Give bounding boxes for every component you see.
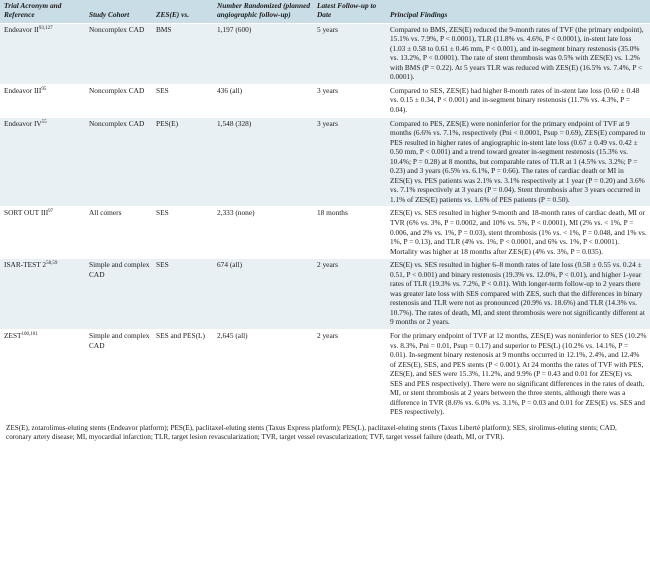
- randomized-cell: 1,548 (328): [217, 118, 252, 128]
- table-row: [0, 259, 650, 330]
- trial-reference: 95: [41, 86, 47, 92]
- header-followup: Latest Follow-up to Date: [317, 1, 377, 19]
- trial-acronym: Endeavor III: [4, 85, 42, 95]
- randomized-cell: 1,197 (600): [217, 24, 252, 34]
- table-header: [0, 0, 650, 23]
- table-row: [0, 117, 650, 207]
- randomized-cell: 436 (all): [217, 85, 243, 95]
- findings-cell: Compared to SES, ZES(E) had higher 8-month rates of in-stent late loss (0.60 ± 0.48 vs. 0.15 ± 0.34, P < 0.001) and in-segment binary restenosis (11.7% vs. 4.3%, P = 0.04).: [390, 85, 640, 114]
- findings-cell: ZES(E) vs. SES resulted in higher 9-month and 18-month rates of cardiac death, MI or TVR (6% vs. 3%, P = 0.0002, and 10% vs. 5%, P < 0.0001), MI (2% vs. < 1%, P = 0.006, and 2% vs. 1%, P = 0.03), stent thrombosis (1% vs. < 1%, P = 0.048, and 1% vs. 1%, P = 0.13), and TLR (4% vs. 1%, P < 0.0001, and 6% vs. 1%, P < 0.0001). Mortality was higher at 18 months after ZES(E) (4% vs. 3%, P = 0.035).: [390, 208, 647, 256]
- trial-cell: [0, 23, 86, 84]
- comparator-cell: BMS: [156, 24, 172, 34]
- trial-reference: 55: [41, 119, 47, 125]
- followup-cell: 18 months: [317, 208, 348, 218]
- table-row: [0, 84, 650, 117]
- trial-reference: 93,127: [38, 25, 53, 31]
- header-trial: Trial Acronym and Reference: [4, 1, 62, 19]
- cohort-cell: Noncomplex CAD: [89, 24, 145, 34]
- header-cohort: Study Cohort: [89, 9, 130, 19]
- comparator-cell: SES: [156, 208, 169, 218]
- trial-reference: 97: [48, 209, 54, 215]
- trial-acronym: ZEST: [4, 331, 22, 341]
- trial-acronym: Endeavor II: [4, 24, 39, 34]
- header-comparator: ZES(E) vs.: [156, 9, 190, 19]
- trial-cell: [0, 330, 86, 419]
- header-findings: Principal Findings: [390, 9, 448, 19]
- followup-cell: 3 years: [317, 118, 339, 128]
- header-randomized: Number Randomized (planned angiographic follow-up): [217, 1, 311, 19]
- header-row: [0, 0, 650, 23]
- trial-cell: [0, 207, 86, 259]
- trial-reference: 100,101: [21, 332, 38, 338]
- comparator-cell: SES and PES(L): [156, 331, 205, 341]
- findings-cell: For the primary endpoint of TVF at 12 months, ZES(E) was noninferior to SES (10.2% vs. 8.3%, Pni = 0.01, Psup = 0.17) and superior to PES(L) (10.2% vs. 14.1%, P = 0.01). In-segment binary restenosis at 9 months occurred in 12.1%, 2.4%, and 12.4% of ZES(E), SES, and PES stents (P < 0.001). At 24 months the rates of TVF with PES, ZES(E), and SES were 15.3%, 11.2%, and 9.9% (P = 0.43 and 0.01 for ZES(E) vs. SES and PES respectively). There were no significant differences in the rates of death, MI, or stent thrombosis at 2 years between the three stents, although there was a difference in TVR (8.6% vs. 6.0% vs. 3.1%, P = 0.03 and 0.01 for ZES(E) vs. SES and PES respectively).: [390, 331, 647, 417]
- findings-cell: ZES(E) vs. SES resulted in higher 6–8 month rates of late loss (0.58 ± 0.55 vs. 0.24 ± 0.51, P < 0.001) and binary restenosis (19.3% vs. 12.0%, P < 0.01), and higher 1-year rates of TLR (19.3% vs. 7.2%, P < 0.01). With longer-term follow-up to 2 years there was greater late loss with SES compared with ZES, such that the differences in binary restenosis and TLR were not as pronounced (20.9% vs. 18.6%) and TLR (14.3% vs. 10.7%). The rates of death, MI, and stent thrombosis were not significantly different at 9 months or 2 years.: [390, 260, 645, 327]
- trial-acronym: Endeavor IV: [4, 118, 42, 128]
- findings-cell: Compared to PES, ZES(E) were noninferior for the primary endpoint of TVF at 9 months (6.6% vs. 7.1%, respectively (Pni < 0.0001, Psup = 0.69), ZES(E) compared to PES resulted in higher rates of angiographic in-stent late loss (0.67 ± 0.49 vs. 0.42 ± 0.50 mm, P < 0.001) and a trend toward greater in-segment restenosis (15.3% vs. 10.4%; P = 0.28) at 8 months, but comparable rates of TLR at 1 (4.5% vs. 3.2%; P = 0.23) and 3 years (6.5% vs. 6.1%, P = 0.66). The rates of cardiac death or MI in ZES(E) vs. PES patients was 2.1% vs. 3.1% respectively at 1 year (P = 0.20) and 3.6% vs. 7.1% respectively at 3 years (P = 0.04). Stent thrombosis after 3 years occurred in 1.1% of ZES(E) patients vs. 1.6% of PES patients (P = 0.50).: [390, 118, 646, 204]
- trial-cell: [0, 117, 86, 207]
- trial-cell: [0, 259, 86, 330]
- randomized-cell: 674 (all): [217, 260, 243, 270]
- randomized-cell: 2,645 (all): [217, 331, 248, 341]
- cohort-cell: All comers: [89, 208, 122, 218]
- followup-cell: 2 years: [317, 331, 339, 341]
- comparator-cell: PES(E): [156, 118, 179, 128]
- comparator-cell: SES: [156, 85, 169, 95]
- cohort-cell: Noncomplex CAD: [89, 118, 145, 128]
- findings-cell: Compared to BMS, ZES(E) reduced the 9-month rates of TVF (the primary endpoint), 15.1% vs. 7.9%, P < 0.0001), TLR (11.8% vs. 4.6%, P < 0.0001), in-stent late loss (1.03 ± 0.58 to 0.61 ± 0.46 mm, P < 0.001), and in-segment binary restenosis (35.0% vs. 13.2%, P < 0.0001). The rate of stent thrombosis was 0.5% with ZES(E) vs. 1.2% with BMS (P = 0.22). At 5 years TLR was reduced with ZES(E) (16.5% vs. 7.4%, P < 0.0001).: [390, 24, 644, 82]
- table-row: [0, 23, 650, 84]
- table-footnote: ZES(E), zotarolimus-eluting stents (Endeavor platform); PES(E), paclitaxel-eluting stents (Taxus Express platform); PES(L), paclitaxel-eluting stents (Taxus Liberté platform); SES, sirolimus-eluting stents; CAD, coronary artery disease; MI, myocardial infarction; TLR, target lesion revascularization; TVR, target vessel revascularization; TVF, target vessel failure (death, MI, or TVR).: [6, 423, 617, 442]
- followup-cell: 2 years: [317, 260, 339, 270]
- trial-acronym: SORT OUT III: [4, 208, 49, 218]
- cohort-cell: Simple and complex CAD: [89, 260, 150, 279]
- followup-cell: 3 years: [317, 85, 339, 95]
- table-row: [0, 207, 650, 259]
- trial-acronym: ISAR-TEST 2: [4, 260, 47, 270]
- table-row: [0, 330, 650, 419]
- followup-cell: 5 years: [317, 24, 339, 34]
- trial-cell: [0, 84, 86, 117]
- trial-reference: 58,59: [46, 261, 58, 267]
- table-body: [0, 23, 650, 419]
- randomized-cell: 2,333 (none): [217, 208, 255, 218]
- cohort-cell: Noncomplex CAD: [89, 85, 145, 95]
- comparator-cell: SES: [156, 260, 169, 270]
- cohort-cell: Simple and complex CAD: [89, 331, 150, 350]
